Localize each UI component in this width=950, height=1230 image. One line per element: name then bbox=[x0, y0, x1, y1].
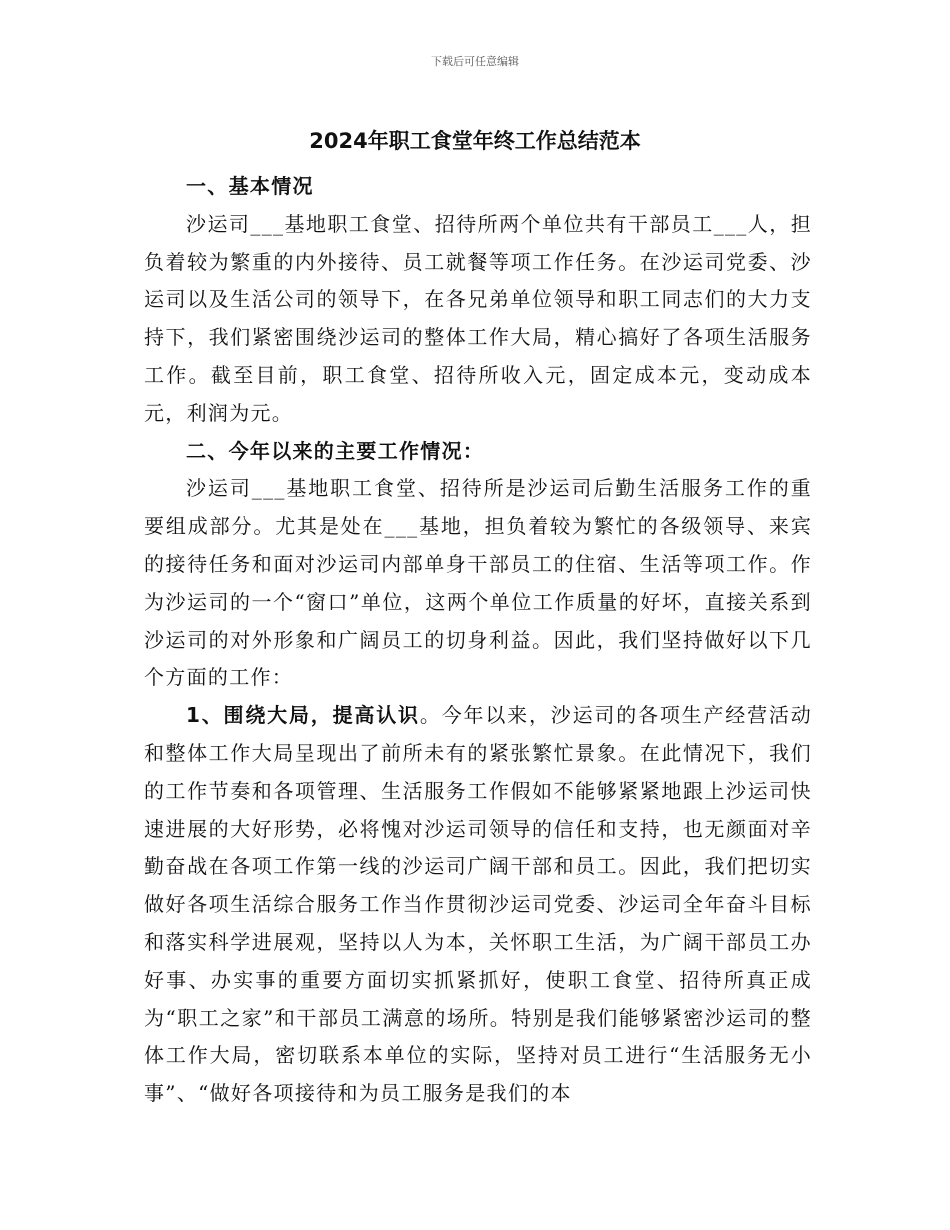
section-heading-main-work: 二、今年以来的主要工作情况： bbox=[186, 438, 485, 463]
document-title: 2024年职工食堂年终工作总结范本 bbox=[309, 129, 641, 153]
item-1-text: 。今年以来，沙运司的各项生产经营活动和整体工作大局呈现出了前所未有的紧张繁忙景象。在此情况下，我们的工作节奏和各项管理、生活服务工作假如不能够紧紧地跟上沙运司快速进展的大好形势，必将愧对沙运司领导的信任和支持，也无颜面对辛勤奋战在各项工作第一线的沙运司广阔干部和员工。因此，我们把切实做好各项生活综合服务工作当作贯彻沙运司党委、沙运司全年奋斗目标和落实科学进展观，坚持以人为本，关怀职工生活，为广阔干部员工办好事、办实事的重要方面切实抓紧抓好，使职工食堂、招待所真正成为“职工之家”和干部员工满意的场所。特别是我们能够紧密沙运司的整体工作大局，密切联系本单位的实际，坚持对员工进行“生活服务无小事”、“做好各项接待和为员工服务是我们的本 bbox=[144, 703, 813, 1106]
paragraph-basic-situation: 沙运司___基地职工食堂、招待所两个单位共有干部员工___人，担负着较为繁重的内外接待、员工就餐等项工作任务。在沙运司党委、沙运司以及生活公司的领导下，在各兄弟单位领导和职工同志们的大力支持下，我们紧密围绕沙运司的整体工作大局，精心搞好了各项生活服务工作。截至目前，职工食堂、招待所收入元，固定成本元，变动成本元，利润为元。 bbox=[144, 211, 812, 425]
document-body bbox=[144, 168, 812, 1113]
paragraph-item-1 bbox=[144, 697, 812, 1113]
section-heading-basic-situation: 一、基本情况 bbox=[186, 174, 314, 198]
header-note: 下载后可任意编辑 bbox=[431, 55, 519, 68]
paragraph-main-work: 沙运司___基地职工食堂、招待所是沙运司后勤生活服务工作的重要组成部分。尤其是处在___基地，担负着较为繁忙的各级领导、来宾的接待任务和面对沙运司内部单身干部员工的住宿、生活等项工作。作为沙运司的一个“窗口”单位，这两个单位工作质量的好坏，直接关系到沙运司的对外形象和广阔员工的切身利益。因此，我们坚持做好以下几个方面的工作： bbox=[144, 476, 812, 690]
item-1-lead: 1、围绕大局，提高认识 bbox=[186, 703, 420, 728]
